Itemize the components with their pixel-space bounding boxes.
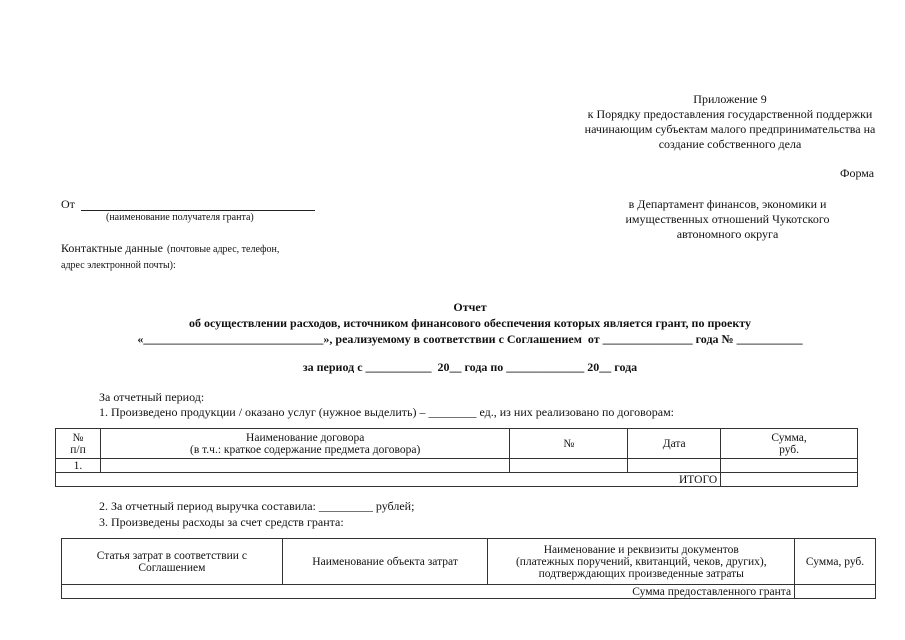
reporting-period-label: За отчетный период: <box>99 390 205 404</box>
header-documents: Наименование и реквизиты документов (платежных поручений, квитанций, чеков, других), подтверждающих произведенные затраты <box>488 539 795 585</box>
header-sum: Сумма, руб. <box>721 429 858 459</box>
report-period: за период с ___________ 20__ года по _____________ 20__ года <box>302 360 638 374</box>
report-title: Отчет <box>453 300 487 314</box>
contacts-note-2: адрес электронной почты): <box>61 260 176 271</box>
item-2-text: 2. За отчетный период выручка составила: _________ рублей; <box>99 499 415 513</box>
appendix-line-1: Приложение 9 <box>693 92 767 106</box>
row-contract-name-cell[interactable] <box>100 459 509 473</box>
header-num: № п/п <box>56 429 101 459</box>
table-row <box>56 459 858 473</box>
addressee-line-2: имущественных отношений Чукотского <box>625 212 830 226</box>
item-3-text: 3. Произведены расходы за счет средств гранта: <box>99 515 344 529</box>
header-expense-article: Статья затрат в соответствии с Соглашением <box>62 539 283 585</box>
report-project-line: «______________________________», реализуемому в соответствии с Соглашением от _______________ года № ___________ <box>137 332 803 346</box>
row-sum-cell[interactable] <box>721 459 858 473</box>
total-label: ИТОГО <box>56 473 721 487</box>
grant-sum-label: Сумма предоставленного гранта <box>62 585 795 599</box>
contracts-table-header <box>56 429 858 459</box>
header-contract-number: № <box>510 429 628 459</box>
appendix-line-2: к Порядку предоставления государственной поддержки <box>587 107 873 121</box>
grant-sum-row <box>62 585 876 599</box>
addressee-line-3: автономного округа <box>676 227 779 241</box>
addressee-line-1: в Департамент финансов, экономики и <box>628 197 827 211</box>
appendix-block <box>520 92 905 152</box>
row-contract-number-cell[interactable] <box>510 459 628 473</box>
contacts-block <box>61 240 279 272</box>
contacts-label: Контактные данные <box>61 241 163 255</box>
row-num: 1. <box>56 459 101 473</box>
header-contract-name: Наименование договора (в т.ч.: краткое содержание предмета договора) <box>100 429 509 459</box>
appendix-line-3: начинающим субъектам малого предпринимательства на <box>584 122 876 136</box>
row-date-cell[interactable] <box>628 459 721 473</box>
from-label: От <box>61 197 75 211</box>
contracts-table <box>55 428 858 487</box>
grant-sum-cell[interactable] <box>795 585 876 599</box>
total-sum-cell[interactable] <box>721 473 858 487</box>
appendix-line-4: создание собственного дела <box>658 137 802 151</box>
header-expense-sum: Сумма, руб. <box>795 539 876 585</box>
expenses-table <box>61 538 876 599</box>
form-label: Форма <box>840 166 875 180</box>
contacts-note-1: (почтовые адрес, телефон, <box>166 244 280 255</box>
item-1-text: 1. Произведено продукции / оказано услуг (нужное выделить) – ________ ед., из них реализовано по договорам: <box>99 405 674 419</box>
addressee-block <box>590 197 865 242</box>
from-caption: (наименование получателя гранта) <box>106 212 254 223</box>
total-row <box>56 473 858 487</box>
header-date: Дата <box>628 429 721 459</box>
report-subtitle: об осуществлении расходов, источником финансового обеспечения которых является грант, по проекту <box>188 316 752 330</box>
expenses-table-header <box>62 539 876 585</box>
header-expense-object: Наименование объекта затрат <box>282 539 488 585</box>
